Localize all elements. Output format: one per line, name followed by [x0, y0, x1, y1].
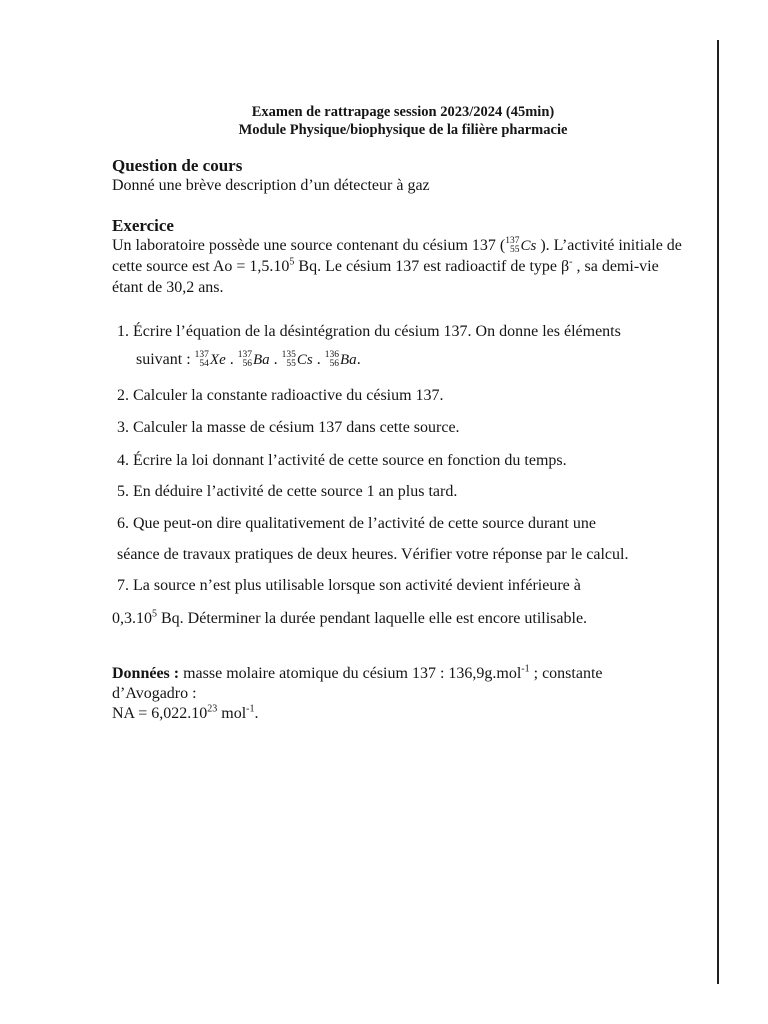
- nuclide-cs137: 137 55 Cs: [505, 236, 537, 256]
- page-edge-line: [717, 40, 719, 984]
- data-line-2: d’Avogadro :: [112, 685, 197, 702]
- question-4: 4. Écrire la loi donnant l’activité de cette source en fonction du temps.: [117, 452, 567, 469]
- question-1-line-2: suivant : 137 54 Xe . 137 56 Ba . 135 55 Cs . 136 56 Ba .: [136, 350, 361, 370]
- nuclide-ba136: 136 56 Ba: [324, 350, 357, 370]
- data-section: [112, 664, 702, 724]
- course-question-title: Question de cours: [112, 156, 243, 175]
- course-question-text: Donné une brève description d’un détecteur à gaz: [112, 177, 430, 194]
- question-3: 3. Calculer la masse de césium 137 dans cette source.: [117, 419, 460, 436]
- exercise-intro: Un laboratoire possède une source contenant du césium 137 ( 137 55 Cs ). L’activité initiale de cette source est $Ao = 1,5.10^5$ Bq. Le césium 137 est radioactif de type β- , sa demi-vie étant de 30,2 ans.: [112, 236, 682, 296]
- question-7-line-2: 0,3.10$^5$ Bq. Déterminer la durée pendant laquelle elle est encore utilisable.: [112, 608, 588, 627]
- exercise-title: Exercice: [112, 216, 174, 235]
- exam-header: [0, 103, 768, 139]
- data-line-1: Données : masse molaire atomique du césium 137 : 136,9g.mol$^{-1}$ ; constante: [112, 663, 603, 682]
- nuclide-cs135: 135 55 Cs: [281, 350, 313, 370]
- question-1-line-1: 1. Écrire l’équation de la désintégration du césium 137. On donne les éléments: [117, 323, 621, 340]
- data-label: Données :: [112, 665, 180, 682]
- question-6-line-2: séance de travaux pratiques de deux heures. Vérifier votre réponse par le calcul.: [117, 546, 629, 563]
- nuclide-ba137: 137 56 Ba: [237, 350, 270, 370]
- question-6-line-1: 6. Que peut-on dire qualitativement de l’activité de cette source durant une: [117, 515, 596, 532]
- course-question-section: [112, 156, 682, 196]
- data-line-3: NA = $6,022.10^{23}$ mol$^{-1}$.: [112, 703, 259, 722]
- question-2: 2. Calculer la constante radioactive du césium 137.: [117, 387, 444, 404]
- nuclide-xe137: 137 54 Xe: [194, 350, 226, 370]
- exercise-section: [112, 216, 687, 298]
- question-7-line-1: 7. La source n’est plus utilisable lorsque son activité devient inférieure à: [117, 577, 581, 594]
- exam-title: Examen de rattrapage session 2023/2024 (45min): [251, 104, 555, 120]
- question-5: 5. En déduire l’activité de cette source 1 an plus tard.: [117, 483, 458, 500]
- exam-module: Module Physique/biophysique de la filière pharmacie: [238, 122, 568, 138]
